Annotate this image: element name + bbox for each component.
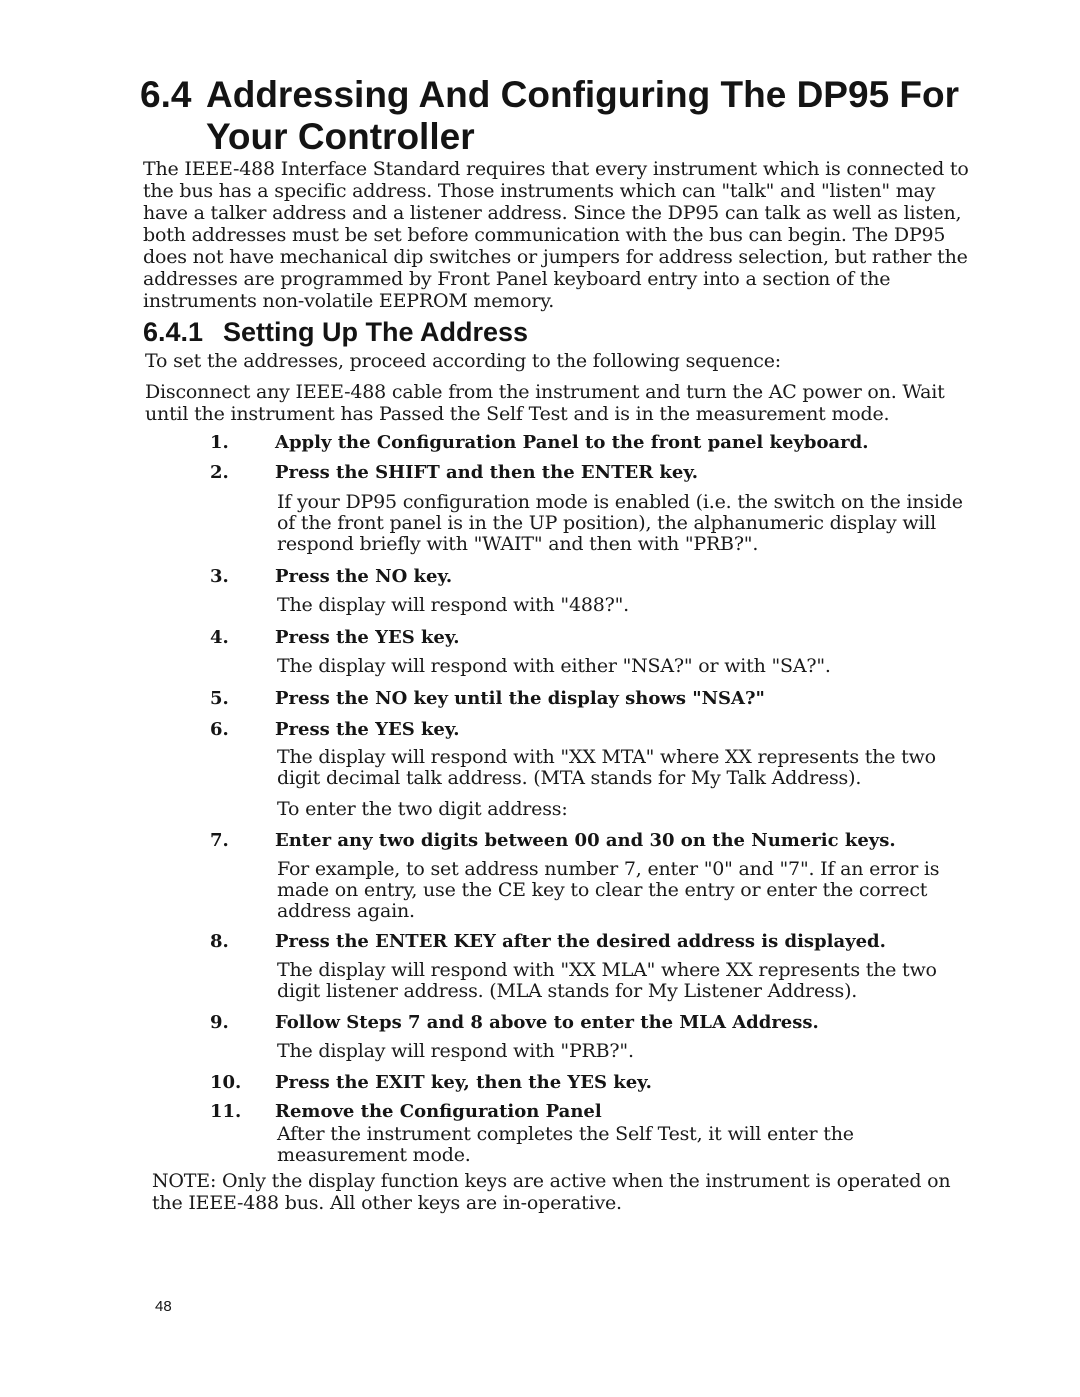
- step-number: 5.: [210, 688, 229, 709]
- step-6-detail-2: To enter the two digit address:: [277, 798, 568, 820]
- step-text: Press the NO key.: [275, 566, 453, 587]
- section-title-line1: Addressing And Configuring The DP95 For: [206, 74, 960, 115]
- step-6-detail: The display will respond with "XX MTA" where XX represents the two digit decimal talk address. (MTA stands for My Talk Address).: [277, 746, 936, 789]
- step-number: 2.: [210, 462, 229, 483]
- step-number: 6.: [210, 719, 229, 740]
- step-7-detail: For example, to set address number 7, enter "0" and "7". If an error is made on entry, use the CE key to clear the entry or enter the correct address again.: [277, 858, 940, 922]
- step-number: 9.: [210, 1012, 229, 1033]
- step-text: Apply the Configuration Panel to the front panel keyboard.: [275, 432, 869, 453]
- lead-paragraph: To set the addresses, proceed according to the following sequence:: [145, 350, 781, 372]
- step-number: 8.: [210, 931, 229, 952]
- step-8-detail: The display will respond with "XX MLA" where XX represents the two digit listener address. (MLA stands for My Listener Address).: [277, 959, 937, 1002]
- subsection-number: 6.4.1: [143, 317, 204, 347]
- section-number: 6.4: [140, 74, 192, 115]
- disconnect-paragraph: Disconnect any IEEE-488 cable from the instrument and turn the AC power on. Wait until the instrument has Passed the Self Test and is in the measurement mode.: [145, 381, 945, 425]
- step-text: Press the ENTER KEY after the desired address is displayed.: [275, 931, 886, 952]
- step-number: 3.: [210, 566, 229, 587]
- step-text: Follow Steps 7 and 8 above to enter the MLA Address.: [275, 1012, 819, 1033]
- step-2-detail: If your DP95 configuration mode is enabled (i.e. the switch on the inside of the front panel is in the UP position), the alphanumeric display will respond briefly with "WAIT" and then with "PRB?".: [277, 491, 963, 555]
- subsection-title: Setting Up The Address: [223, 317, 529, 347]
- step-number: 10.: [210, 1072, 242, 1093]
- subsection-heading: [143, 316, 528, 348]
- step-text: Remove the Configuration Panel: [275, 1101, 602, 1122]
- step-text: Press the YES key.: [275, 719, 460, 740]
- step-text: Press the SHIFT and then the ENTER key.: [275, 462, 699, 483]
- step-number: 1.: [210, 432, 229, 453]
- step-text: Press the EXIT key, then the YES key.: [275, 1072, 652, 1093]
- step-4-detail: The display will respond with either "NSA?" or with "SA?".: [277, 655, 831, 677]
- step-9-detail: The display will respond with "PRB?".: [277, 1040, 634, 1062]
- step-text: Press the NO key until the display shows "NSA?": [275, 688, 765, 709]
- step-text: Enter any two digits between 00 and 30 on the Numeric keys.: [275, 830, 896, 851]
- step-number: 11.: [210, 1101, 242, 1122]
- step-3-detail: The display will respond with "488?".: [277, 594, 629, 616]
- section-title-line2: Your Controller: [206, 116, 475, 157]
- step-text: Press the YES key.: [275, 627, 460, 648]
- page-number: 48: [155, 1298, 172, 1315]
- section-heading: [140, 74, 959, 158]
- note-paragraph: NOTE: Only the display function keys are active when the instrument is operated on the IEEE-488 bus. All other keys are in-operative.: [152, 1170, 951, 1214]
- step-number: 4.: [210, 627, 229, 648]
- step-11-detail: After the instrument completes the Self Test, it will enter the measurement mode.: [277, 1123, 854, 1166]
- intro-paragraph: The IEEE-488 Interface Standard requires that every instrument which is connected to the bus has a specific address. Those instruments which can "talk" and "listen" may have a talker address and a listener address. Since the DP95 can talk as well as listen, both addresses must be set before communication with the bus can begin. The DP95 does not have mechanical dip switches or jumpers for address selection, but rather the addresses are programmed by Front Panel keyboard entry into a section of the instruments non-volatile EEPROM memory.: [143, 158, 969, 312]
- step-number: 7.: [210, 830, 229, 851]
